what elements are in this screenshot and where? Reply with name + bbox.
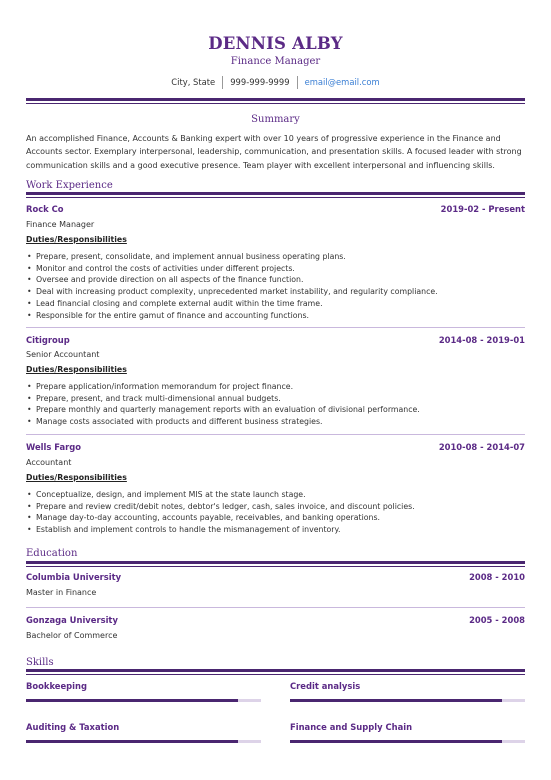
education-school: Columbia University bbox=[26, 572, 122, 582]
list-item: • Responsible for the entire gamut of finance and accounting functions. bbox=[26, 310, 526, 322]
list-item: • Manage day-to-day accounting, accounts payable, receivables, and banking operations. bbox=[26, 512, 526, 524]
job-company: Citigroup bbox=[26, 335, 70, 345]
section-rule bbox=[26, 561, 525, 564]
list-item: • Prepare application/information memorandum for project finance. bbox=[26, 381, 526, 393]
skill-level-bar bbox=[26, 740, 261, 743]
job-bullets bbox=[26, 251, 526, 321]
job-bullets bbox=[26, 381, 526, 428]
skill-name: Finance and Supply Chain bbox=[290, 722, 413, 732]
summary-heading: Summary bbox=[251, 114, 300, 125]
section-rule bbox=[26, 669, 525, 672]
list-item: • Establish and implement controls to handle the mismanagement of inventory. bbox=[26, 524, 526, 536]
list-item: • Oversee and provide direction on all aspects of the finance function. bbox=[26, 274, 526, 286]
skill-level-bar bbox=[26, 699, 261, 702]
education-dates: 2005 - 2008 bbox=[469, 615, 525, 625]
candidate-name: DENNIS ALBY bbox=[208, 34, 343, 53]
section-rule-thin bbox=[26, 674, 525, 675]
skill-level-bar bbox=[290, 699, 525, 702]
list-item: • Prepare, present, consolidate, and implement annual business operating plans. bbox=[26, 251, 526, 263]
list-item: • Monitor and control the costs of activities under different projects. bbox=[26, 263, 526, 275]
job-dates: 2014-08 - 2019-01 bbox=[438, 335, 525, 345]
section-rule bbox=[26, 192, 525, 195]
skill-level-bar bbox=[290, 740, 525, 743]
section-rule-thin bbox=[26, 566, 525, 567]
list-item: • Prepare, present, and track multi-dimensional annual budgets. bbox=[26, 393, 526, 405]
skill-name: Bookkeeping bbox=[26, 681, 87, 691]
job-role: Accountant bbox=[26, 458, 72, 467]
contact-location: City, State bbox=[171, 77, 216, 87]
education-degree: Bachelor of Commerce bbox=[26, 631, 118, 640]
duties-label: Duties/Responsibilities bbox=[26, 365, 127, 374]
skills-heading: Skills bbox=[26, 657, 54, 668]
skill-level-fill bbox=[290, 699, 502, 702]
skill-name: Auditing & Taxation bbox=[26, 722, 120, 732]
list-item: • Manage costs associated with products and different business strategies. bbox=[26, 416, 526, 428]
duties-label: Duties/Responsibilities bbox=[26, 473, 127, 482]
job-bullets bbox=[26, 489, 526, 536]
duties-label: Duties/Responsibilities bbox=[26, 235, 127, 244]
list-item: • Prepare and review credit/debit notes, debtor's ledger, cash, sales invoice, and discount policies. bbox=[26, 501, 526, 513]
list-item: • Lead financial closing and complete external audit within the time frame. bbox=[26, 298, 526, 310]
skill-level-fill bbox=[290, 740, 502, 743]
job-company: Rock Co bbox=[26, 204, 64, 214]
skill-level-fill bbox=[26, 740, 238, 743]
job-divider bbox=[26, 327, 525, 328]
contact-phone: 999-999-9999 bbox=[230, 77, 290, 87]
education-degree: Master in Finance bbox=[26, 588, 97, 597]
skill-name: Credit analysis bbox=[290, 681, 361, 691]
job-divider bbox=[26, 434, 525, 435]
job-role: Senior Accountant bbox=[26, 350, 100, 359]
work-experience-heading: Work Experience bbox=[26, 180, 113, 191]
job-role: Finance Manager bbox=[26, 220, 95, 229]
header-rule-thin bbox=[26, 103, 525, 104]
section-rule-thin bbox=[26, 197, 525, 198]
job-dates: 2019-02 - Present bbox=[440, 204, 525, 214]
contact-line bbox=[0, 76, 551, 89]
education-dates: 2008 - 2010 bbox=[469, 572, 525, 582]
education-school: Gonzaga University bbox=[26, 615, 118, 625]
candidate-title: Finance Manager bbox=[230, 56, 321, 67]
list-item: • Deal with increasing product complexity, unprecedented market instability, and regularity compliance. bbox=[26, 286, 526, 298]
job-company: Wells Fargo bbox=[26, 442, 82, 452]
education-heading: Education bbox=[26, 548, 78, 559]
summary-text: An accomplished Finance, Accounts & Banking expert with over 10 years of progressive experience in the Finance and Accounts sector. Exemplary interpersonal, leadership, communication, and presentation skills. A focused leader with strong communication skills and a good executive presence. Team player with excellent interpersonal and influencing skills. bbox=[26, 134, 522, 170]
job-dates: 2010-08 - 2014-07 bbox=[438, 442, 525, 452]
list-item: • Prepare monthly and quarterly management reports with an evaluation of divisional performance. bbox=[26, 404, 526, 416]
skill-level-fill bbox=[26, 699, 238, 702]
education-divider bbox=[26, 607, 525, 608]
header-rule bbox=[26, 98, 525, 101]
list-item: • Conceptualize, design, and implement MIS at the state launch stage. bbox=[26, 489, 526, 501]
contact-email-link[interactable]: email@email.com bbox=[304, 77, 380, 87]
